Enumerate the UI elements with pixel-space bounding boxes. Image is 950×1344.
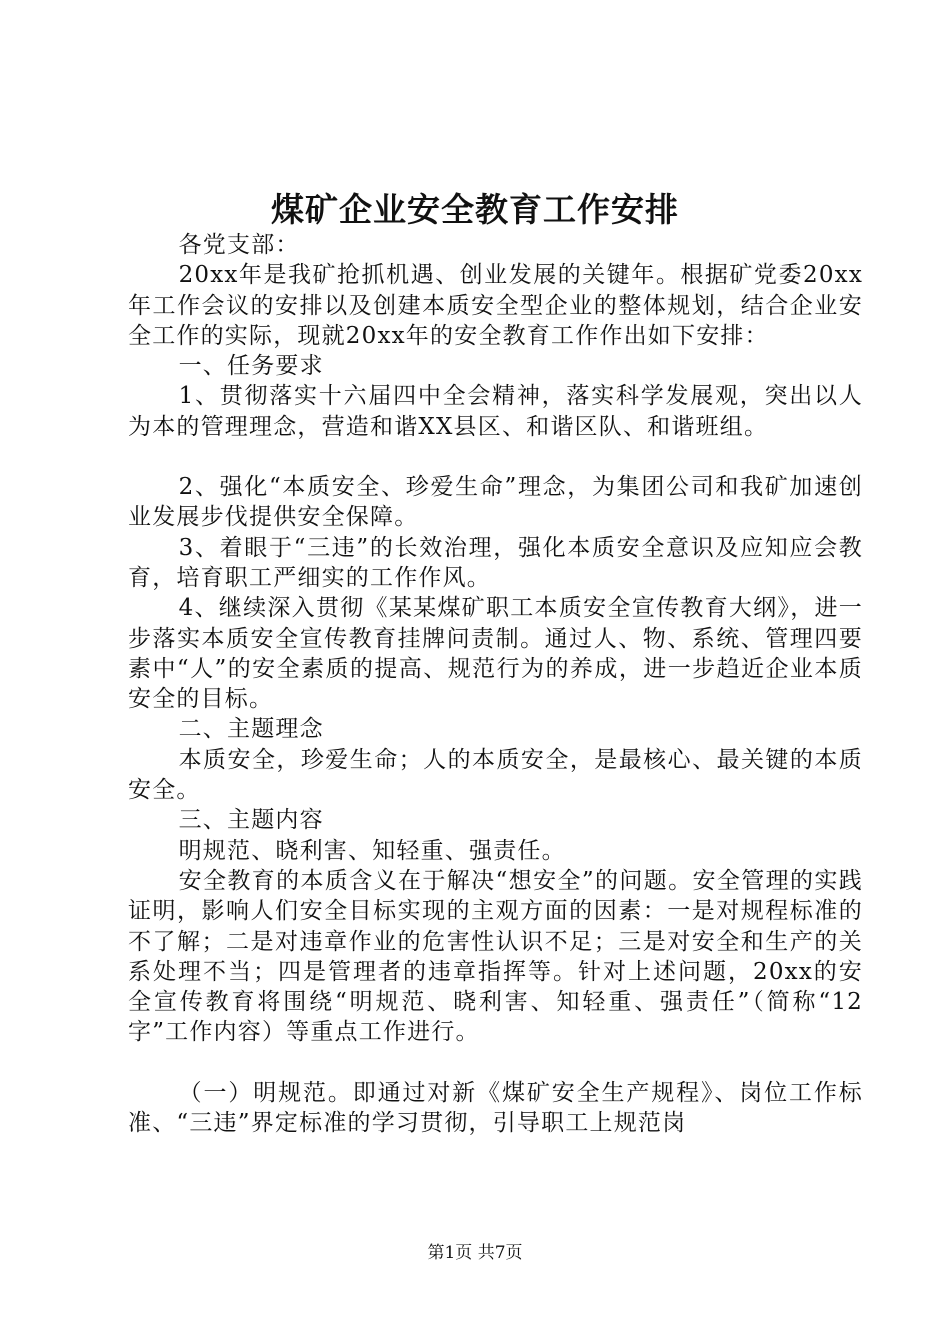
theme-concept-text: 本质安全，珍爱生命；人的本质安全，是最核心、最关键的本质安全。 (128, 746, 863, 804)
section-heading-theme-concept: 二、主题理念 (178, 716, 324, 743)
theme-content-slogan: 明规范、晓利害、知轻重、强责任。 (178, 837, 566, 864)
subsection-1-paragraph: （一）明规范。即通过对新《煤矿安全生产规程》、岗位工作标准、“三违”界定标准的学习贯彻，引导职工上规范岗 (128, 1079, 863, 1137)
theme-content-paragraph: 安全教育的本质含义在于解决“想安全”的问题。安全管理的实践证明，影响人们安全目标实现的主观方面的因素：一是对规程标准的不了解；二是对违章作业的危害性认识不足；三是对安全和生产的关系处理不当；四是管理者的违章指挥等。针对上述问题，20xx的安全宣传教育将围绕“明规范、晓利害、知轻重、强责任”（简称“12字”工作内容）等重点工作进行。 (128, 867, 863, 1046)
task-item-2: 2、强化“本质安全、珍爱生命”理念，为集团公司和我矿加速创业发展步伐提供安全保障。 (128, 474, 863, 531)
section-heading-tasks: 一、任务要求 (178, 353, 324, 380)
task-item-1: 1、贯彻落实十六届四中全会精神，落实科学发展观，突出以人为本的管理理念，营造和谐XX县区、和谐区队、和谐班组。 (128, 383, 863, 440)
section-heading-theme-content: 三、主题内容 (178, 807, 324, 834)
intro-paragraph: 20xx年是我矿抢抓机遇、创业发展的关键年。根据矿党委20xx年工作会议的安排以及创建本质安全型企业的整体规划，结合企业安全工作的实际，现就20xx年的安全教育工作作出如下安排： (128, 262, 863, 349)
document-body (128, 230, 863, 1138)
task-item-3: 3、着眼于“三违”的长效治理，强化本质安全意识及应知应会教育，培育职工严细实的工作作风。 (128, 534, 863, 591)
task-item-4: 4、继续深入贯彻《某某煤矿职工本质安全宣传教育大纲》，进一步落实本质安全宣传教育挂牌问责制。通过人、物、系统、管理四要素中“人”的安全素质的提高、规范行为的养成，进一步趋近企业本质安全的目标。 (128, 595, 863, 713)
document-title: 煤矿企业安全教育工作安排 (271, 190, 679, 229)
page-footer: 第1页 共7页 (427, 1243, 523, 1263)
salutation: 各党支部： (178, 232, 300, 258)
